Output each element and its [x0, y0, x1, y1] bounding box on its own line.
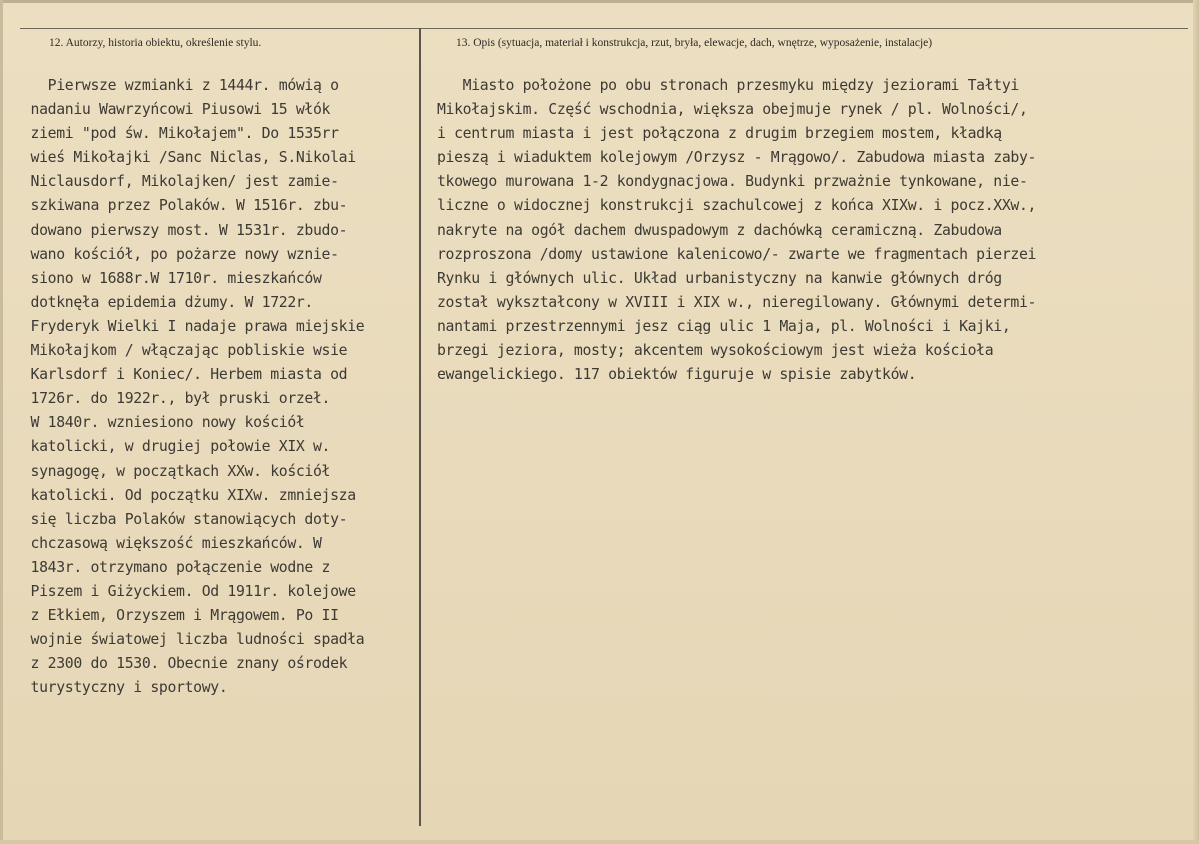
- description-text-line: tkowego murowana 1-2 kondygnacjowa. Budynki przważnie tynkowane, nie-: [437, 173, 1028, 191]
- history-text-line: katolicki, w drugiej połowie XIX w.: [22, 438, 331, 456]
- section-13-heading: 13. Opis (sytuacja, materiał i konstrukcja, rzut, bryła, elewacje, dach, wnętrze, wyposażenie, instalacje): [456, 37, 933, 49]
- history-text-line: ziemi "pod św. Mikołajem". Do 1535rr: [22, 125, 339, 143]
- paper-edge-top: [0, 0, 1199, 3]
- history-text-line: 1843r. otrzymano połączenie wodne z: [22, 558, 331, 576]
- description-text-line: nantami przestrzennymi jesz ciąg ulic 1 Maja, pl. Wolności i Kajki,: [437, 317, 1011, 335]
- column-divider: [419, 28, 421, 826]
- history-text-line: szkiwana przez Polaków. W 1516r. zbu-: [22, 197, 348, 215]
- history-text-line: W 1840r. wzniesiono nowy kościół: [22, 414, 305, 432]
- history-text-line: wano kościół, po pożarze nowy wznie-: [22, 245, 339, 263]
- section-12-heading: 12. Autorzy, historia obiektu, określenie stylu.: [49, 37, 262, 49]
- history-text-line: Pierwsze wzmianki z 1444r. mówią o: [22, 77, 339, 94]
- history-text-line: 1726r. do 1922r., był pruski orzeł.: [22, 390, 331, 408]
- description-text-line: został wykształcony w XVIII i XIX w., nieregilowany. Głównymi determi-: [437, 293, 1037, 311]
- description-text-line: liczne o widocznej konstrukcji szachulcowej z końca XIXw. i pocz.XXw.,: [437, 197, 1037, 215]
- history-text-line: Fryderyk Wielki I nadaje prawa miejskie: [22, 317, 365, 335]
- history-text-line: z 2300 do 1530. Obecnie znany ośrodek: [22, 655, 348, 673]
- history-text-line: synagogę, w początkach XXw. kościół: [22, 462, 331, 480]
- history-text-line: z Ełkiem, Orzyszem i Mrągowem. Po II: [22, 607, 339, 625]
- paper-edge-bottom: [0, 840, 1199, 844]
- history-text-column: [22, 74, 417, 700]
- history-text-line: się liczba Polaków stanowiących doty-: [22, 510, 348, 528]
- description-text-line: Mikołajskim. Część wschodnia, większa obejmuje rynek / pl. Wolności/,: [437, 101, 1028, 119]
- paper-edge-right: [1193, 0, 1199, 844]
- history-text-line: Niclausdorf, Mikolajken/ jest zamie-: [22, 173, 339, 191]
- description-text-line: Miasto położone po obu stronach przesmyku między jeziorami Tałtyi: [437, 77, 1019, 94]
- description-text-line: Rynku i głównych ulic. Układ urbanistyczny na kanwie głównych dróg: [437, 269, 1002, 287]
- description-text-line: nakryte na ogół dachem dwuspadowym z dachówką ceramiczną. Zabudowa: [437, 221, 1002, 239]
- description-text-column: [437, 74, 1177, 387]
- description-text-line: brzegi jeziora, mosty; akcentem wysokościowym jest wieża kościoła: [437, 342, 994, 360]
- history-text-line: turystyczny i sportowy.: [22, 679, 228, 697]
- history-text-line: wojnie światowej liczba ludności spadła: [22, 631, 365, 649]
- history-text-line: dotknęła epidemia dżumy. W 1722r.: [22, 293, 313, 311]
- description-text-line: i centrum miasta i jest połączona z drugim brzegiem mostem, kładką: [437, 125, 1002, 143]
- history-text-line: Karlsdorf i Koniec/. Herbem miasta od: [22, 366, 348, 384]
- description-text-line: rozproszona /domy ustawione kalenicowo/- zwarte we fragmentach pierzei: [437, 245, 1037, 263]
- history-text-line: nadaniu Wawrzyńcowi Piusowi 15 włók: [22, 101, 331, 119]
- history-text-line: Mikołajkom / włączając pobliskie wsie: [22, 342, 348, 360]
- history-text-line: Piszem i Giżyckiem. Od 1911r. kolejowe: [22, 582, 356, 600]
- history-text-line: siono w 1688r.W 1710r. mieszkańców: [22, 269, 322, 287]
- header-rule: [20, 28, 1188, 29]
- description-text-line: ewangelickiego. 117 obiektów figuruje w spisie zabytków.: [437, 366, 917, 384]
- description-text-line: pieszą i wiaduktem kolejowym /Orzysz - Mrągowo/. Zabudowa miasta zaby-: [437, 149, 1037, 167]
- history-text-line: chczasową większość mieszkańców. W: [22, 534, 322, 552]
- paper-edge-left: [0, 0, 3, 844]
- history-text-line: dowano pierwszy most. W 1531r. zbudo-: [22, 221, 348, 239]
- history-text-line: wieś Mikołajki /Sanc Niclas, S.Nikolai: [22, 149, 356, 167]
- history-text-line: katolicki. Od początku XIXw. zmniejsza: [22, 486, 356, 504]
